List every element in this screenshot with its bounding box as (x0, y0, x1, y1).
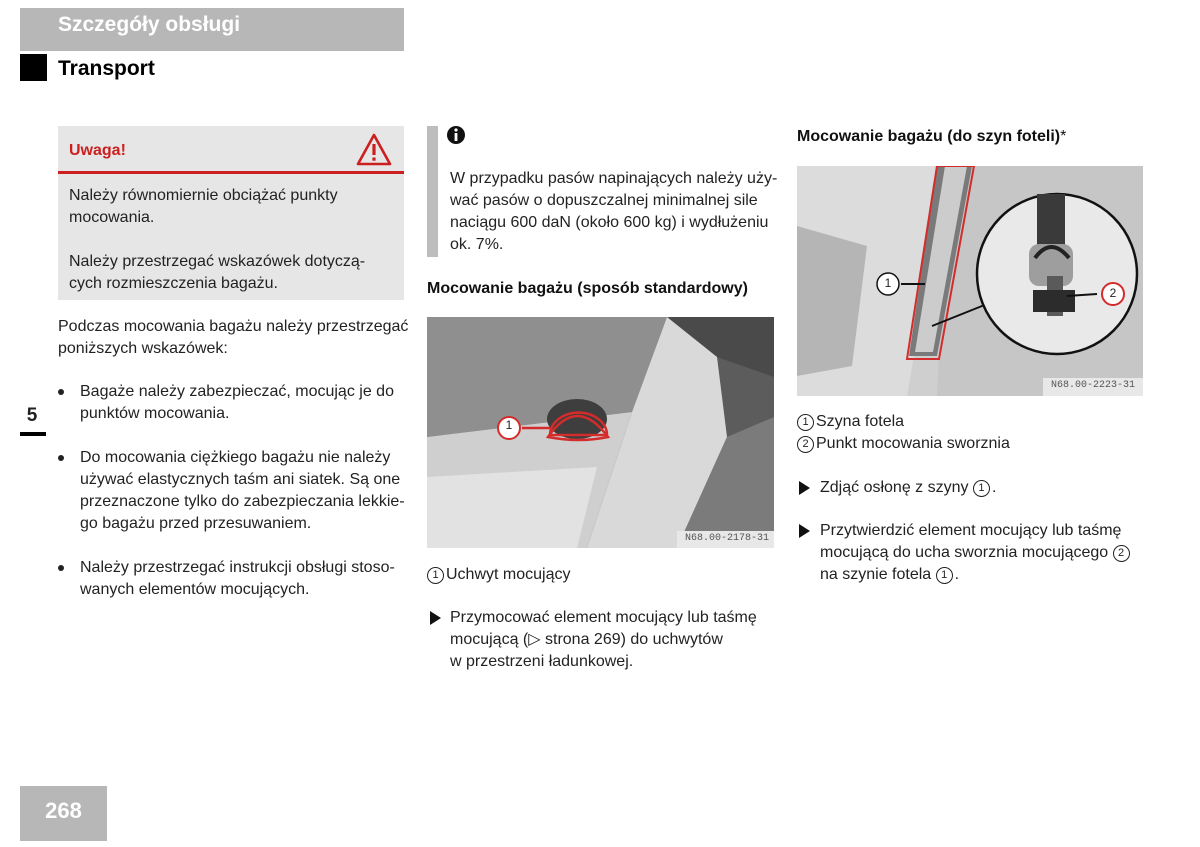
warning-divider (58, 171, 404, 174)
bullet-item-1: Bagaże należy zabezpieczać, mocując je do punktów mocowania. (58, 381, 408, 425)
chapter-number: 5 (26, 405, 38, 426)
callout-1: 1 (884, 276, 892, 290)
warning-text-1: Należy równomiernie obciążać punkty mocowania. (69, 187, 338, 226)
step-remove-cover: Zdjąć osłonę z szyny 1 . (820, 479, 997, 496)
step-arrow-icon (430, 611, 441, 625)
step-arrow-icon (799, 524, 810, 538)
info-bar (427, 126, 438, 257)
legend-list (797, 411, 1010, 455)
bullet-item-2: Do mocowania ciężkiego bagażu nie należy używać elastycznych taśm ani siatek. Są one przeznaczone tylko do zabezpieczania lekkie- go bagażu przed przesuwaniem. (58, 447, 408, 535)
page-number: 268 (45, 798, 82, 823)
legend-number: 2 (797, 436, 814, 453)
heading-seat-rail-mounting: Mocowanie bagażu (do szyn foteli)* (797, 128, 1067, 145)
step-arrow-icon (799, 481, 810, 495)
photo-seat-rail (797, 166, 1143, 396)
warning-text-2: Należy przestrzegać wskazówek dotyczą- cych rozmieszczenia bagażu. (69, 253, 366, 292)
intro-text: Podczas mocowania bagażu należy przestrzegać poniższych wskazówek: (58, 318, 409, 357)
ref-number: 1 (936, 567, 953, 584)
callout-1: 1 (505, 418, 513, 432)
section-title: Szczegóły obsługi (58, 13, 241, 36)
bullet-dot (58, 565, 64, 571)
instruction-standard: Przymocować element mocujący lub taśmę mocującą (▷ strona 269) do uchwytów w przestrzeni ładunkowej. (450, 609, 757, 670)
ref-number: 2 (1113, 545, 1130, 562)
bullet-list (58, 381, 408, 601)
section-marker-square (20, 54, 47, 81)
legend-item-2: 2 Punkt mocowania sworznia (797, 433, 1010, 455)
info-text: W przypadku pasów napinających należy uży- wać pasów o dopuszczalnej minimalnej sile naciągu 600 daN (około 600 kg) i wydłużeniu ok. 7%. (450, 170, 778, 253)
page-ref-icon: ▷ (528, 631, 541, 648)
warning-title: Uwaga! (69, 142, 126, 159)
legend-item-1: 1 Szyna fotela (797, 411, 1010, 433)
photo-standard-anchor-drawing (427, 317, 774, 548)
photo-standard-anchor (427, 317, 774, 548)
step-attach-element: Przytwierdzić element mocujący lub taśmę mocującą do ucha sworznia mocującego 2 na szynie fotela 1 . (820, 520, 1132, 586)
bullet-dot (58, 455, 64, 461)
chapter-underline (20, 432, 46, 436)
heading-standard-mounting: Mocowanie bagażu (sposób standardowy) (427, 280, 748, 297)
bullet-item-3: Należy przestrzegać instrukcji obsługi stoso- wanych elementów mocujących. (58, 557, 408, 601)
bullet-dot (58, 389, 64, 395)
callout-2: 2 (1109, 286, 1117, 300)
image-code: N68.00-2223-31 (1051, 380, 1136, 391)
subsection-title: Transport (58, 57, 155, 80)
legend-number: 1 (427, 567, 444, 584)
warning-triangle-icon (356, 133, 392, 166)
photo-seat-rail-drawing (797, 166, 1143, 396)
image-code: N68.00-2178-31 (685, 533, 770, 544)
info-icon (446, 124, 466, 146)
ref-number: 1 (973, 480, 990, 497)
legend-item-1: 1 Uchwyt mocujący (427, 564, 570, 586)
legend-number: 1 (797, 414, 814, 431)
